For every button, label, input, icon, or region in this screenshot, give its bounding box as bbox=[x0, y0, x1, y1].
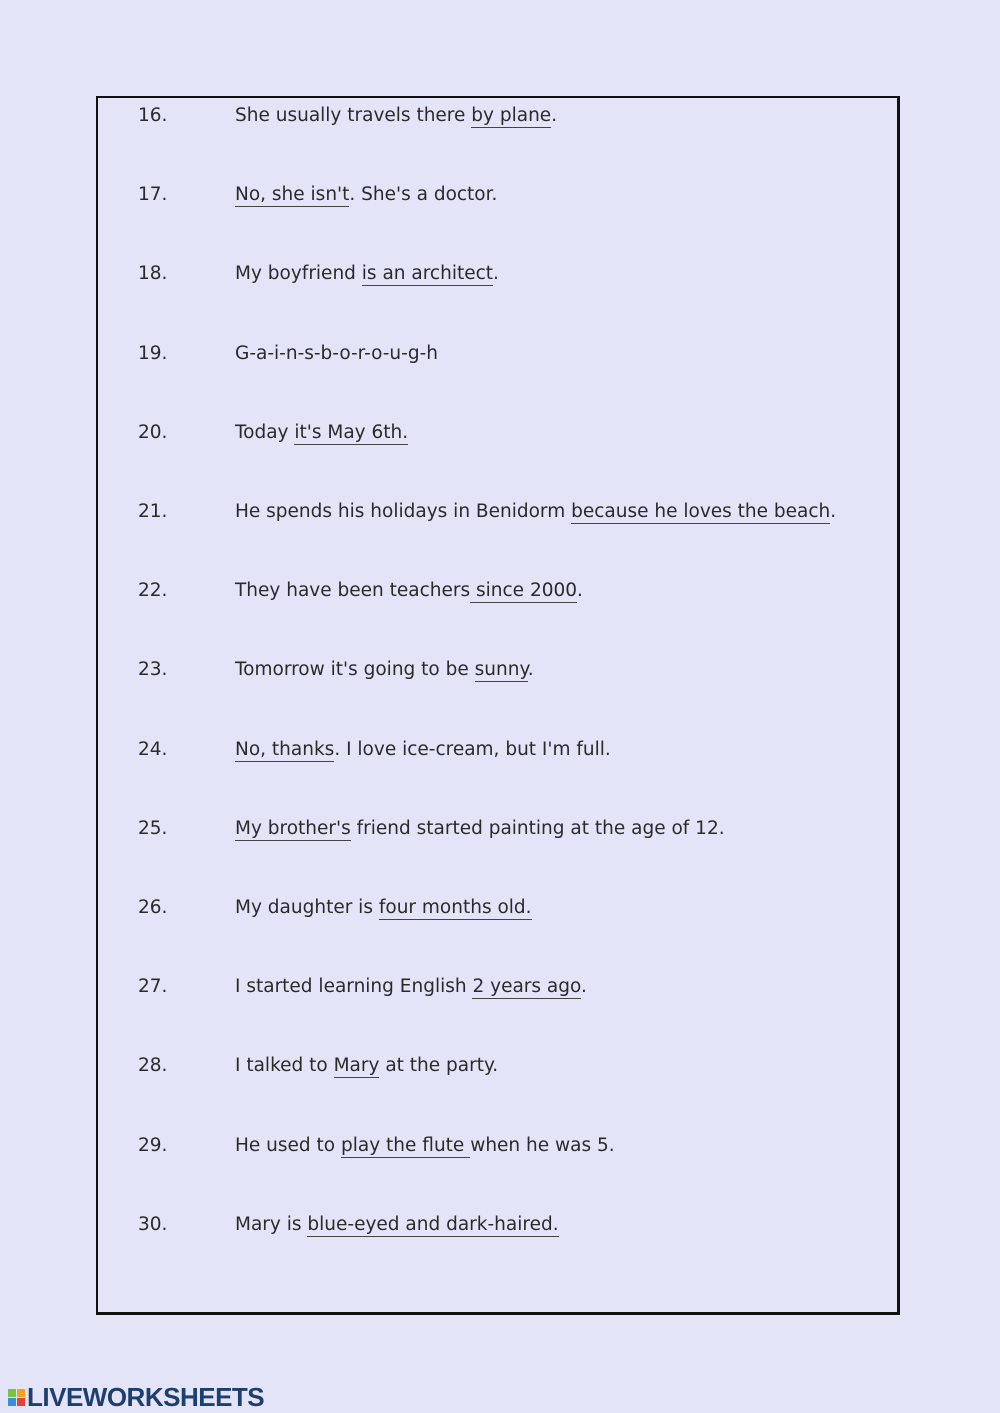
sentence-text: My boyfriend bbox=[235, 263, 362, 285]
item-sentence bbox=[235, 737, 611, 763]
item-sentence bbox=[235, 816, 725, 842]
logo-text: LIVEWORKSHEETS bbox=[27, 1382, 265, 1412]
sentence-text: Mary is bbox=[235, 1213, 308, 1235]
item-sentence bbox=[235, 895, 532, 921]
sentence-text: She usually travels there bbox=[235, 105, 472, 126]
answer-field[interactable]: Mary bbox=[333, 1055, 380, 1077]
sentence-text: . bbox=[577, 580, 583, 602]
sentence-text: Today bbox=[235, 421, 295, 443]
answer-field[interactable]: is an architect bbox=[361, 263, 494, 285]
answer-field[interactable]: blue-eyed and dark-haired. bbox=[307, 1213, 559, 1235]
item-sentence bbox=[235, 420, 408, 446]
sentence-text: They have been teachers bbox=[235, 580, 471, 602]
item-sentence bbox=[235, 103, 557, 129]
item-number: 17. bbox=[138, 184, 168, 206]
answer-field[interactable]: No, she isn't bbox=[235, 184, 350, 206]
answer-field[interactable]: sunny bbox=[474, 659, 528, 681]
answer-field[interactable]: because he loves the beach bbox=[571, 501, 831, 522]
sentence-text: My daughter is bbox=[235, 897, 379, 918]
item-number: 22. bbox=[138, 580, 168, 602]
logo-cubes-icon bbox=[8, 1389, 25, 1406]
answer-field[interactable]: My brother's bbox=[235, 817, 351, 839]
sentence-text: . bbox=[493, 263, 499, 285]
item-number: 19. bbox=[138, 342, 168, 364]
sentence-text: when he was 5. bbox=[470, 1134, 615, 1156]
item-number: 29. bbox=[138, 1134, 168, 1156]
sentence-text: G-a-i-n-s-b-o-r-o-u-g-h bbox=[235, 342, 438, 364]
sentence-text: He used to bbox=[235, 1134, 341, 1156]
sentence-text: He spends his holidays in Benidorm bbox=[235, 501, 572, 522]
item-sentence bbox=[235, 182, 497, 208]
sentence-text: I started learning English bbox=[235, 976, 473, 998]
item-sentence bbox=[235, 341, 438, 367]
item-sentence bbox=[235, 1053, 498, 1079]
answer-field[interactable]: by plane bbox=[471, 105, 552, 126]
answer-field[interactable]: four months old. bbox=[378, 897, 532, 918]
item-sentence bbox=[235, 1212, 559, 1238]
answer-field[interactable]: since 2000 bbox=[470, 580, 578, 602]
liveworksheets-logo bbox=[8, 1382, 264, 1413]
item-sentence bbox=[235, 499, 836, 525]
sentence-text: . bbox=[581, 976, 587, 998]
item-number: 23. bbox=[138, 659, 168, 681]
item-number: 24. bbox=[138, 738, 168, 760]
item-number: 20. bbox=[138, 421, 168, 443]
sentence-text: friend started painting at the age of 12. bbox=[350, 817, 725, 839]
sentence-text: . I love ice-cream, but I'm full. bbox=[334, 738, 611, 760]
item-number: 26. bbox=[138, 897, 168, 918]
sentence-text: . bbox=[830, 501, 837, 522]
item-number: 27. bbox=[138, 976, 168, 998]
answer-field[interactable]: 2 years ago bbox=[472, 976, 581, 998]
item-sentence bbox=[235, 578, 583, 604]
sentence-text: I talked to bbox=[235, 1055, 334, 1077]
sentence-text: Tomorrow it's going to be bbox=[235, 659, 475, 681]
sentence-text: . bbox=[551, 105, 558, 126]
item-number: 30. bbox=[138, 1213, 168, 1235]
item-number: 18. bbox=[138, 263, 168, 285]
answer-field[interactable]: No, thanks bbox=[235, 738, 335, 760]
item-number: 16. bbox=[138, 105, 168, 126]
answer-field[interactable]: play the flute bbox=[341, 1134, 471, 1156]
item-sentence bbox=[235, 261, 499, 287]
item-number: 28. bbox=[138, 1055, 168, 1077]
item-number: 25. bbox=[138, 817, 168, 839]
sentence-text: . She's a doctor. bbox=[349, 184, 498, 206]
answer-field[interactable]: it's May 6th. bbox=[294, 421, 409, 443]
sentence-text: at the party. bbox=[379, 1055, 499, 1077]
item-sentence bbox=[235, 974, 587, 1000]
item-sentence bbox=[235, 1133, 615, 1159]
sentence-text: . bbox=[527, 659, 534, 681]
item-number: 21. bbox=[138, 501, 168, 522]
item-sentence bbox=[235, 657, 534, 683]
